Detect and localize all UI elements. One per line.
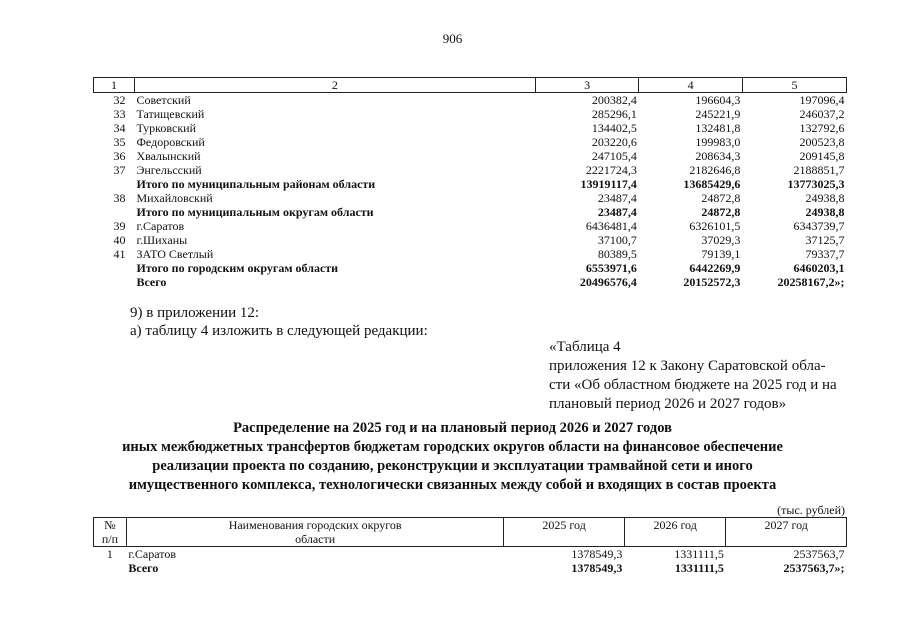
value-2026: 37029,3 bbox=[701, 233, 741, 247]
row-name: г.Саратов bbox=[128, 547, 177, 561]
value-2026: 79139,1 bbox=[701, 247, 741, 261]
row-number: 34 bbox=[113, 121, 126, 135]
value-2026: 24872,8 bbox=[701, 191, 741, 205]
table-caption bbox=[549, 338, 845, 414]
caption-line: сти «Об областном бюджете на 2025 год и на bbox=[549, 377, 837, 393]
title-line: иных межбюджетных трансфертов бюджетам городских округов области на финансовое обеспечение bbox=[122, 439, 783, 455]
caption-line: приложения 12 к Закону Саратовской обла- bbox=[549, 358, 826, 374]
value-2026: 20152572,3 bbox=[683, 275, 741, 289]
value-2026: 1331111,5 bbox=[674, 547, 724, 561]
caption-line: «Таблица 4 bbox=[549, 339, 621, 355]
value-2027: 6460203,1 bbox=[793, 261, 845, 275]
value-2025: 6436481,4 bbox=[585, 219, 637, 233]
value-2027: 24938,8 bbox=[805, 191, 845, 205]
value-2025: 2221724,3 bbox=[585, 163, 637, 177]
table-row bbox=[94, 121, 847, 135]
row-name: Хвалынский bbox=[136, 149, 201, 163]
value-2027: 246037,2 bbox=[799, 107, 845, 121]
value-2025: 20496576,4 bbox=[579, 275, 637, 289]
value-2027: 2537563,7 bbox=[793, 547, 845, 561]
table-total-row bbox=[94, 561, 847, 575]
table-row bbox=[94, 107, 847, 121]
value-2025: 23487,4 bbox=[597, 205, 637, 219]
column-header: 5 bbox=[742, 78, 846, 93]
row-name: Всего bbox=[128, 561, 159, 575]
title-line: имущественного комплекса, технологически связанных между собой и входящих в состав проекта bbox=[128, 477, 777, 493]
value-2026: 132481,8 bbox=[695, 121, 741, 135]
row-name: Всего bbox=[136, 275, 167, 289]
row-number: 1 bbox=[106, 547, 113, 561]
document-title bbox=[60, 419, 845, 495]
table-row bbox=[94, 247, 847, 261]
row-number: 39 bbox=[113, 219, 126, 233]
row-name: Итого по муниципальным районам области bbox=[136, 177, 376, 191]
value-2025: 247105,4 bbox=[591, 149, 637, 163]
column-header-2025: 2025 год bbox=[504, 518, 624, 547]
value-2026: 196604,3 bbox=[695, 93, 741, 107]
table-total-row bbox=[94, 177, 847, 191]
column-header: 1 bbox=[94, 78, 135, 93]
value-2025: 13919117,4 bbox=[580, 177, 637, 191]
column-header-2027: 2027 год bbox=[726, 518, 847, 547]
value-2025: 6553971,6 bbox=[585, 261, 637, 275]
row-number: 37 bbox=[113, 163, 126, 177]
row-number: 35 bbox=[113, 135, 126, 149]
table-row bbox=[94, 149, 847, 163]
value-2026: 208634,3 bbox=[695, 149, 741, 163]
row-number bbox=[94, 205, 135, 219]
row-name: г.Шиханы bbox=[136, 233, 188, 247]
column-header-2026: 2026 год bbox=[624, 518, 726, 547]
table-row bbox=[94, 93, 847, 108]
value-2025: 134402,5 bbox=[591, 121, 637, 135]
units-label: (тыс. рублей) bbox=[777, 503, 845, 517]
table-header-row bbox=[94, 78, 847, 93]
row-name: Татищевский bbox=[136, 107, 205, 121]
paragraph-item-9: 9) в приложении 12: bbox=[130, 305, 260, 321]
value-2025: 285296,1 bbox=[591, 107, 637, 121]
value-2025: 1378549,3 bbox=[571, 547, 623, 561]
row-name: Итого по муниципальным округам области bbox=[136, 205, 374, 219]
value-2027: 197096,4 bbox=[799, 93, 845, 107]
title-line: реализации проекта по созданию, реконструкции и эксплуатации трамвайной сети и иного bbox=[152, 458, 753, 474]
value-2025: 23487,4 bbox=[597, 191, 637, 205]
value-2027: 132792,6 bbox=[799, 121, 845, 135]
value-2027: 13773025,3 bbox=[787, 177, 845, 191]
row-name: Итого по городским округам области bbox=[136, 261, 339, 275]
row-number bbox=[94, 177, 135, 191]
value-2025: 203220,6 bbox=[591, 135, 637, 149]
header-text: области bbox=[295, 532, 336, 546]
table-total-row bbox=[94, 275, 847, 289]
value-2025: 200382,4 bbox=[591, 93, 637, 107]
column-header: 3 bbox=[535, 78, 639, 93]
value-2027: 2537563,7»; bbox=[783, 561, 845, 575]
row-number: 41 bbox=[113, 247, 126, 261]
table-total-row bbox=[94, 261, 847, 275]
value-2026: 6442269,9 bbox=[689, 261, 741, 275]
row-name: Федоровский bbox=[136, 135, 205, 149]
row-name: Энгельсский bbox=[136, 163, 202, 177]
table-total-row bbox=[94, 205, 847, 219]
value-2026: 199983,0 bbox=[695, 135, 741, 149]
row-number bbox=[94, 561, 127, 575]
row-number: 40 bbox=[113, 233, 126, 247]
row-number bbox=[94, 275, 135, 289]
row-name: Турковский bbox=[136, 121, 197, 135]
caption-line: плановый период 2026 и 2027 годов» bbox=[549, 396, 787, 412]
row-number: 33 bbox=[113, 107, 126, 121]
page-number: 906 bbox=[442, 31, 463, 46]
table-row bbox=[94, 547, 847, 562]
row-number: 38 bbox=[113, 191, 126, 205]
value-2026: 245221,9 bbox=[695, 107, 741, 121]
row-name: г.Саратов bbox=[136, 219, 185, 233]
budget-table-continued bbox=[93, 77, 847, 289]
value-2027: 20258167,2»; bbox=[777, 275, 845, 289]
table-row bbox=[94, 135, 847, 149]
value-2027: 79337,7 bbox=[805, 247, 845, 261]
table-row bbox=[94, 163, 847, 177]
table-row bbox=[94, 191, 847, 205]
table-header-row bbox=[94, 518, 847, 547]
title-line: Распределение на 2025 год и на плановый период 2026 и 2027 годов bbox=[233, 420, 672, 436]
value-2027: 6343739,7 bbox=[793, 219, 845, 233]
column-header: 4 bbox=[639, 78, 743, 93]
transfer-table bbox=[93, 517, 847, 575]
paragraph-subitem-a: а) таблицу 4 изложить в следующей редакции: bbox=[130, 323, 428, 339]
value-2027: 37125,7 bbox=[805, 233, 845, 247]
header-text: п/п bbox=[101, 532, 119, 546]
row-name: ЗАТО Светлый bbox=[136, 247, 214, 261]
table-row bbox=[94, 219, 847, 233]
header-text: Наименования городских округов bbox=[228, 518, 402, 532]
row-name: Михайловский bbox=[136, 191, 213, 205]
row-number: 32 bbox=[113, 93, 126, 107]
column-header: 2 bbox=[134, 78, 535, 93]
table-row bbox=[94, 233, 847, 247]
value-2027: 200523,8 bbox=[799, 135, 845, 149]
value-2027: 2188851,7 bbox=[793, 163, 845, 177]
row-number: 36 bbox=[113, 149, 126, 163]
value-2026: 13685429,6 bbox=[683, 177, 741, 191]
value-2026: 24872,8 bbox=[701, 205, 741, 219]
value-2027: 24938,8 bbox=[805, 205, 845, 219]
value-2026: 6326101,5 bbox=[689, 219, 741, 233]
value-2026: 2182646,8 bbox=[689, 163, 741, 177]
value-2025: 1378549,3 bbox=[571, 561, 623, 575]
column-header-number bbox=[94, 518, 127, 547]
value-2026: 1331111,5 bbox=[674, 561, 724, 575]
row-name: Советский bbox=[136, 93, 191, 107]
value-2025: 37100,7 bbox=[597, 233, 637, 247]
column-header-name bbox=[126, 518, 504, 547]
row-number bbox=[94, 261, 135, 275]
header-text: № bbox=[104, 518, 116, 532]
value-2025: 80389,5 bbox=[597, 247, 637, 261]
value-2027: 209145,8 bbox=[799, 149, 845, 163]
